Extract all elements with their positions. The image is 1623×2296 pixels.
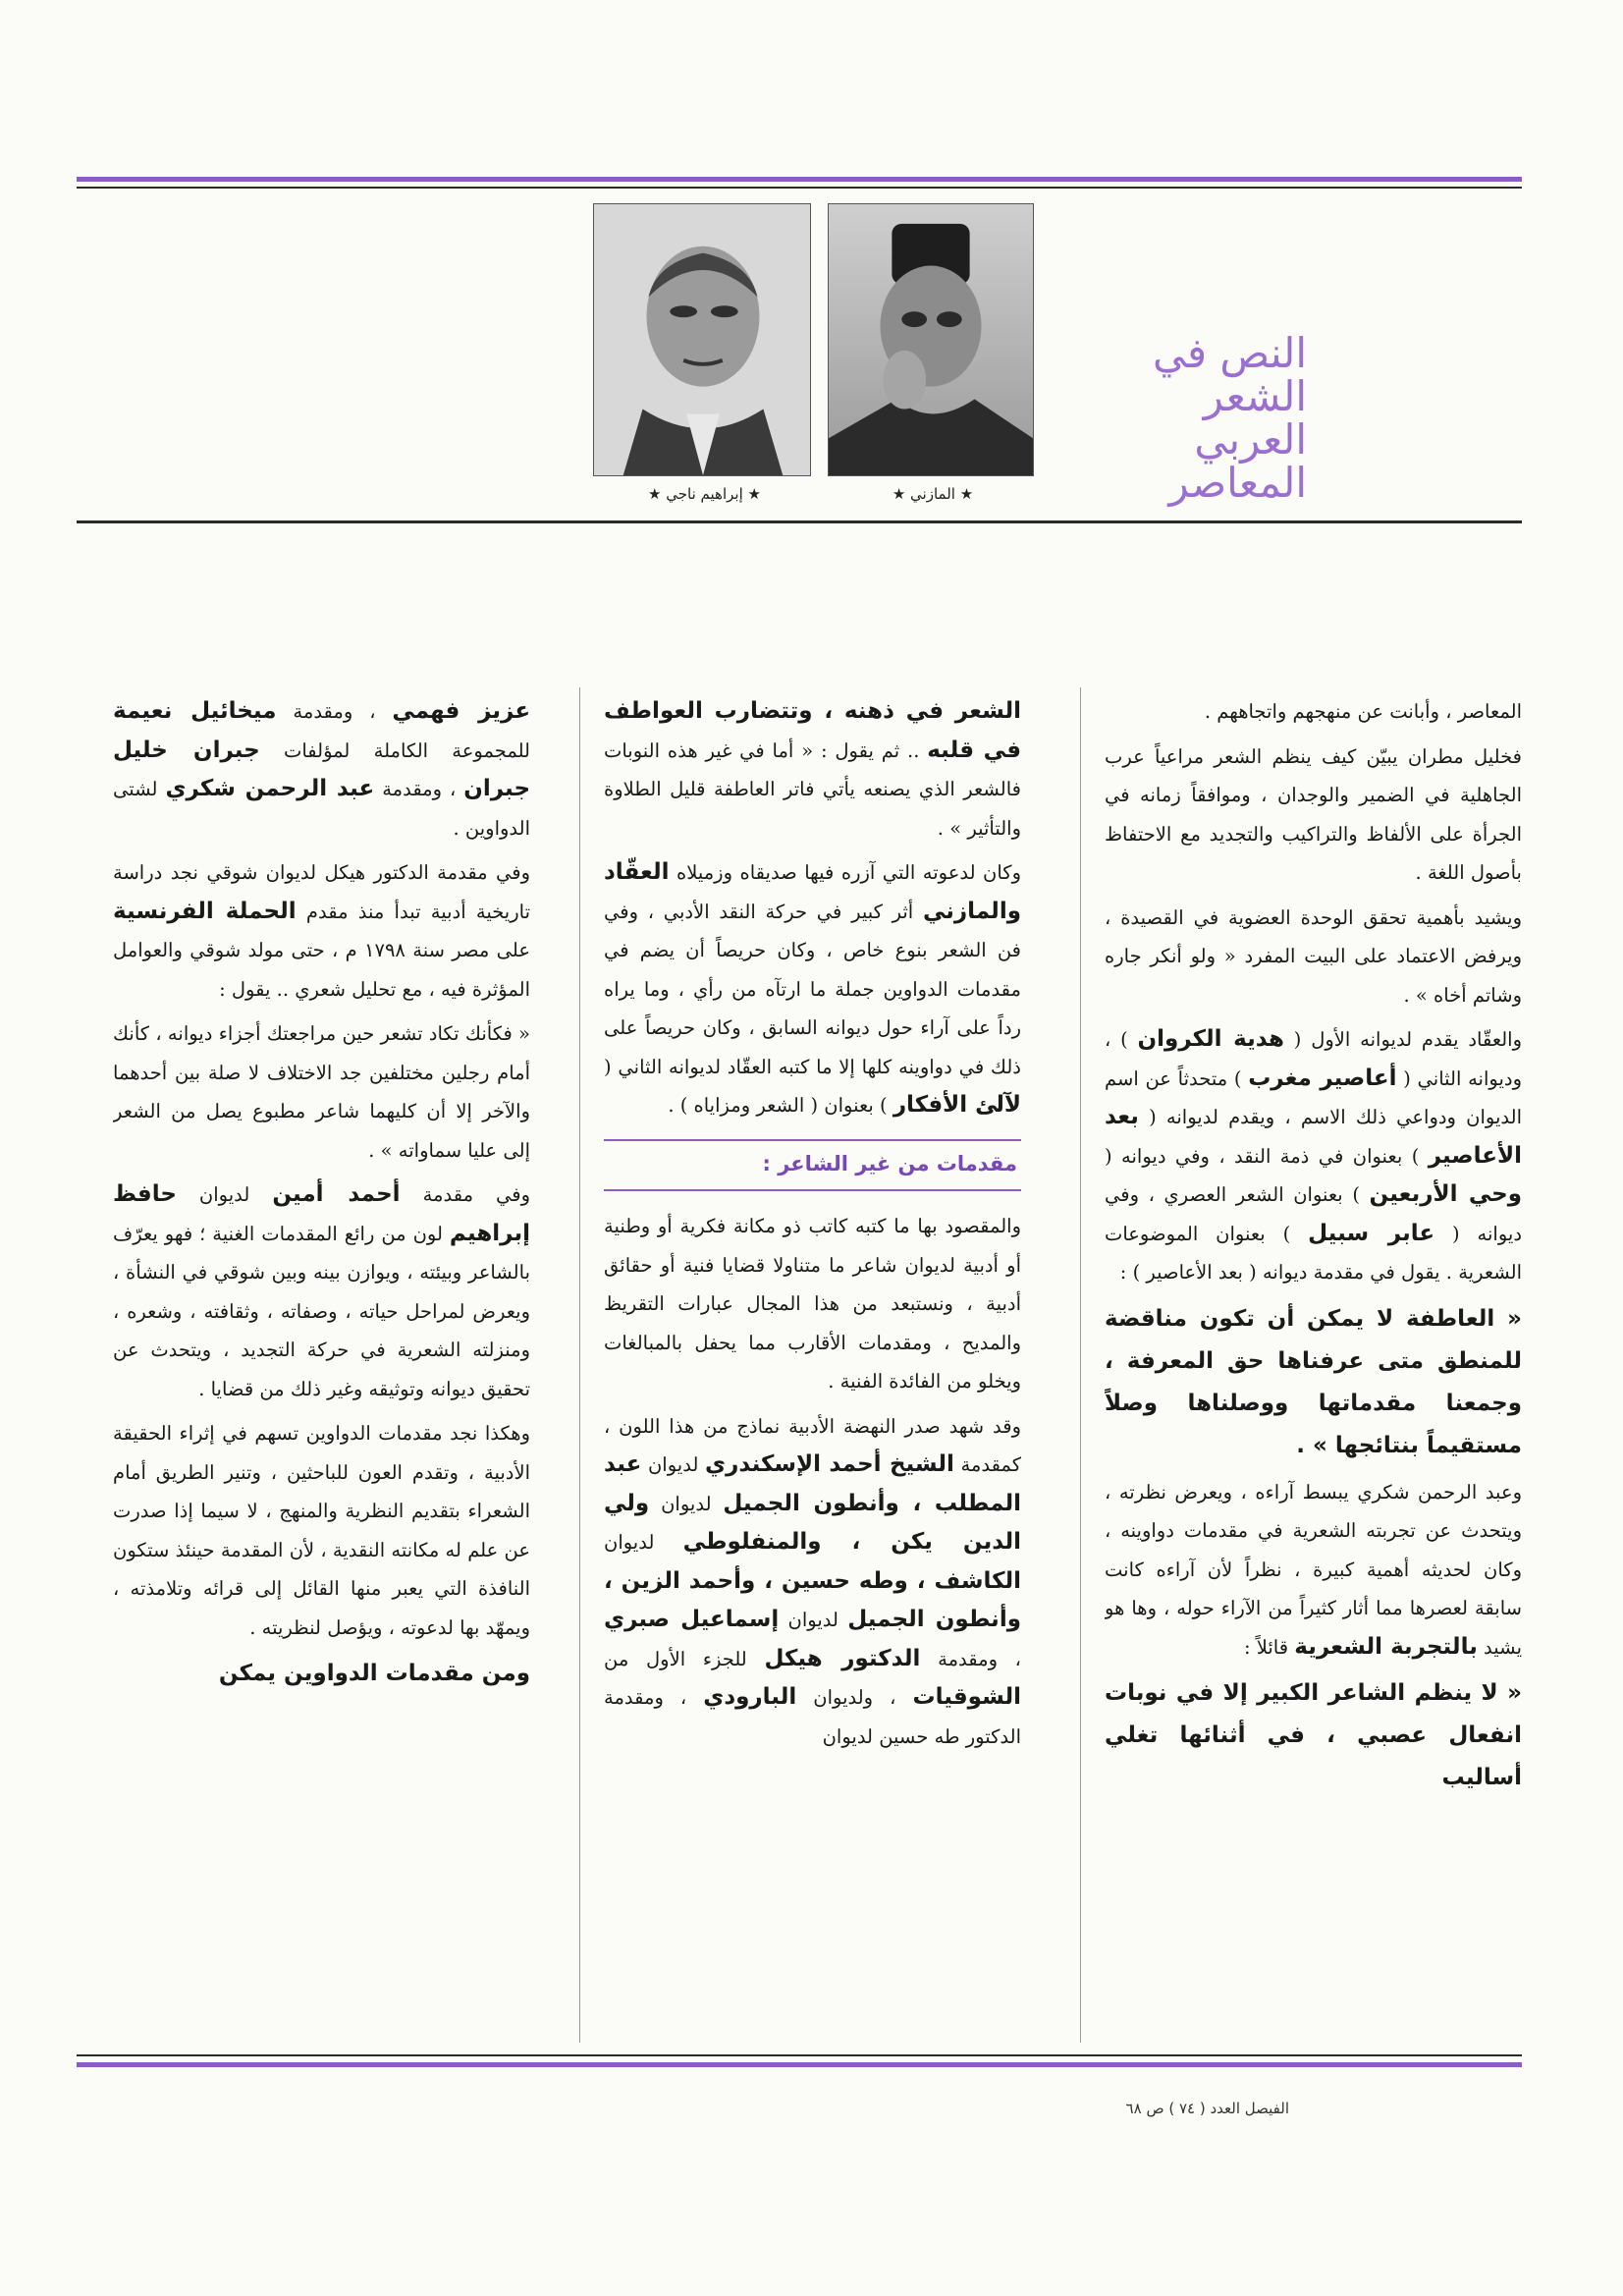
paragraph xyxy=(113,692,530,847)
portrait-mazini xyxy=(828,203,1034,476)
emphasis: عبد الرحمن شكري xyxy=(165,776,375,801)
emphasis: هدية الكروان xyxy=(1137,1026,1284,1052)
paragraph: ويشيد بأهمية تحقق الوحدة العضوية في القصيدة ، ويرفض الاعتماد على البيت المفرد « ولو أنكر جاره وشاتم أخاه » . xyxy=(1105,905,1522,1007)
text: ، ومقدمة xyxy=(938,1647,1021,1670)
text: على مصر سنة ١٧٩٨ م ، حتى مولد شوقي والعوامل المؤثرة فيه ، مع تحليل شعري .. يقول : xyxy=(113,939,530,1001)
text: لديوان xyxy=(787,1609,839,1631)
paragraph: وهكذا نجد مقدمات الدواوين تسهم في إثراء الحقيقة الأدبية ، وتقدم العون للباحثين ، وتنير الطريق أمام الشعراء بتقديم النظرية والمنهج ، لا سيما إذا صدرت عن علم له مكانته النقدية ، لأن المقدمة حينئذ ستكون النافذة التي يعبر منها القائل إلى قرائه وتلامذته ، ويمهّد بها لدعوته ، ويؤصل لنظريته . xyxy=(113,1422,530,1639)
text: وقد شهد صدر النهضة الأدبية نماذج من هذا اللون ، كمقدمة xyxy=(604,1414,1021,1476)
emphasis: إسماعيل صبري xyxy=(604,1607,780,1632)
paragraph xyxy=(604,692,1021,847)
emphasis: عبد المطلب ، وأنطون الجميل xyxy=(604,1451,1021,1516)
text: ) متحدثاً عن اسم الديوان ودواعي ذلك الاسم ، ويقدم لديوانه ( xyxy=(1105,1066,1522,1128)
emphasis: ولي الدين يكن ، والمنفلوطي xyxy=(604,1490,1021,1555)
emphasis: العقّاد والمازني xyxy=(604,859,1021,924)
emphasis: الكاشف ، وطه حسين ، وأحمد الزين ، وأنطون الجميل xyxy=(604,1567,1021,1632)
emphasis: عزيز فهمي xyxy=(392,698,530,724)
portrait-ibrahim-nagi xyxy=(593,203,811,476)
emphasis: حافظ إبراهيم xyxy=(113,1181,530,1246)
text: لديوان xyxy=(661,1492,712,1515)
quote-paragraph: « فكأنك تكاد تشعر حين مراجعتك أجزاء ديوانه ، كأنك أمام رجلين مختلفين جد الاختلاف لا صلة بين أحدهما والآخر إلا أن كليهما شاعر مطبوع يصل من الشعر إلى عليا سماواته » . xyxy=(113,1022,530,1162)
section-title xyxy=(1091,329,1307,507)
text: ) بعنوان ( الشعر ومزاياه ) . xyxy=(668,1094,888,1117)
emphasis: بالتجربة الشعرية xyxy=(1294,1633,1478,1660)
text: ، ولديوان xyxy=(813,1686,896,1709)
header-band xyxy=(77,177,1522,182)
emphasis: الشعر في ذهنه ، وتتضارب العواطف في قلبه xyxy=(604,698,1021,763)
text: .. ثم يقول : « أما في غير هذه النوبات فالشعر الذي يصنعه يأتي فاتر العاطفة قليل الطلاوة والتأثير » . xyxy=(604,738,1021,840)
text: ) ، وديوانه الثاني ( xyxy=(1105,1028,1522,1090)
text: لديوان xyxy=(604,1531,655,1554)
text: لديوان xyxy=(198,1183,250,1206)
text: وفي مقدمة xyxy=(422,1183,530,1206)
text: وفي مقدمة الدكتور هيكل لديوان شوقي نجد دراسة تاريخية أدبية تبدأ منذ مقدم xyxy=(113,861,530,923)
text: ) بعنوان الشعر العصري ، وفي ديوانه ( xyxy=(1105,1183,1522,1245)
paragraph xyxy=(604,1407,1021,1757)
block-quote: « العاطفة لا يمكن أن تكون مناقضة للمنطق متى عرفناها حق المعرفة ، وجمعنا مقدماتها ووصلناها وصلاً مستقيماً بنتائجها » . xyxy=(1105,1305,1522,1458)
article-column-1 xyxy=(1105,692,1522,2038)
emphasis: أحمد أمين xyxy=(272,1181,401,1207)
page-footer: الفيصل العدد ( ٧٤ ) ص ٦٨ xyxy=(1125,2100,1289,2117)
text: ، ومقدمة xyxy=(293,700,376,723)
emphasis: عابر سبيل xyxy=(1308,1220,1435,1246)
title-line: النص في xyxy=(1152,329,1307,377)
emphasis: لآلئ الأفكار xyxy=(893,1092,1021,1118)
paragraph xyxy=(1105,1020,1522,1292)
text: للمجموعة الكاملة لمؤلفات xyxy=(283,738,530,762)
title-line: المعاصر xyxy=(1168,459,1307,507)
paragraph xyxy=(604,853,1021,1125)
emphasis: الشوقيات xyxy=(912,1684,1021,1710)
text: وعبد الرحمن شكري يبسط آراءه ، ويعرض نظرته ، ويتحدث عن تجربته الشعرية في مقدمات دواوينه ، وكان لحديثه أهمية كبيرة ، نظراً لأن آراءه كانت سابقة لعصرها مما أثار كثيراً من الآراء حوله ، وها هو يشيد xyxy=(1105,1480,1522,1659)
text: والعقّاد يقدم لديوانه الأول ( xyxy=(1293,1028,1522,1051)
article-column-3 xyxy=(113,692,530,2038)
title-line: الشعر xyxy=(1203,372,1307,420)
text: ) بعنوان الموضوعات الشعرية . يقول في مقدمة ديوانه ( بعد الأعاصير ) : xyxy=(1105,1222,1522,1284)
emphasis: أعاصير مغرب xyxy=(1248,1065,1397,1091)
emphasis: وحي الأربعين xyxy=(1369,1181,1522,1207)
section-subheading: مقدمات من غير الشاعر : xyxy=(604,1139,1021,1192)
emphasis: بعد الأعاصير xyxy=(1105,1104,1522,1169)
paragraph: المعاصر ، وأبانت عن منهجهم واتجاههم . xyxy=(1204,700,1522,723)
paragraph: والمقصود بها ما كتبه كاتب ذو مكانة فكرية أو وطنية أو أدبية لديوان شاعر ما متناولا قضايا فنية أو حقائق أدبية ، ونستبعد من هذا المجال عبارات التقريظ والمديح ، ومقدمات الأقارب مما يحفل بالمبالغات ويخلو من الفائدة الفنية . xyxy=(604,1215,1021,1393)
column-divider xyxy=(1080,687,1081,2043)
caption-ibrahim-nagi: ★ إبراهيم ناجي ★ xyxy=(648,485,761,503)
paragraph xyxy=(113,1175,530,1408)
paragraph: ومن مقدمات الدواوين يمكن xyxy=(218,1661,530,1686)
block-quote: « لا ينظم الشاعر الكبير إلا في نوبات انفعال عصبي ، في أثنائها تغلي أساليب xyxy=(1105,1680,1522,1790)
text: للجزء الأول من xyxy=(604,1647,747,1670)
emphasis: الشيخ أحمد الإسكندري xyxy=(705,1451,954,1477)
text: ) بعنوان في ذمة النقد ، وفي ديوانه ( xyxy=(1105,1144,1420,1168)
emphasis: البارودي xyxy=(703,1684,797,1710)
emphasis: ميخائيل نعيمة xyxy=(113,698,277,724)
paragraph xyxy=(1105,1473,1522,1667)
text: ، ومقدمة xyxy=(382,778,457,800)
text: لشتى الدواوين . xyxy=(113,778,530,840)
article-column-2 xyxy=(604,692,1021,2038)
text: أثر كبير في حركة النقد الأدبي ، وفي فن الشعر بنوع خاص ، وكان حريصاً أن يضم في مقدمات الدواوين جملة ما ارتآه من رأي ، وما يراه رداً على آراء حول ديوانه السابق ، وكان حريصاً على ذلك في دواوينه كلها إلا ما كتبه العقّاد لديوانه الثاني ( xyxy=(604,900,1021,1078)
footer-rule xyxy=(77,2054,1522,2056)
header-rule xyxy=(77,187,1522,189)
text: ، ومقدمة الدكتور طه حسين لديوان xyxy=(604,1686,1021,1748)
text: وكان لدعوته التي آزره فيها صديقاه وزميلاه xyxy=(676,861,1021,884)
text: لون من رائع المقدمات الغنية ؛ فهو يعرّف بالشاعر وبيئته ، ويوازن بينه وبين شوقي في النشأة ، ويعرض لمراحل حياته ، وصفاته ، وثقافته ، وشعره ، ومنزلته الشعرية في حركة التجديد ، ويتحدث عن تحقيق ديوانه وتوثيقه وغير ذلك من قضايا . xyxy=(113,1222,530,1400)
emphasis: الدكتور هيكل xyxy=(764,1645,921,1671)
emphasis: جبران خليل جبران xyxy=(113,737,530,801)
column-divider xyxy=(579,687,580,2043)
photo-rule xyxy=(77,520,1522,523)
emphasis: الحملة الفرنسية xyxy=(113,898,297,924)
footer-band xyxy=(77,2062,1522,2067)
caption-mazini: ★ المازني ★ xyxy=(892,485,974,503)
paragraph: فخليل مطران يبيّن كيف ينظم الشعر مراعياً عرب الجاهلية في الضمير والوجدان ، وموافقاً زمانه في الجرأة على الألفاظ والتراكيب والتجديد مع الاحتفاظ بأصول اللغة . xyxy=(1105,744,1522,884)
paragraph xyxy=(113,853,530,1009)
title-line: العربي xyxy=(1194,415,1307,464)
text: قائلاً : xyxy=(1243,1635,1289,1659)
text: لديوان xyxy=(647,1453,699,1476)
